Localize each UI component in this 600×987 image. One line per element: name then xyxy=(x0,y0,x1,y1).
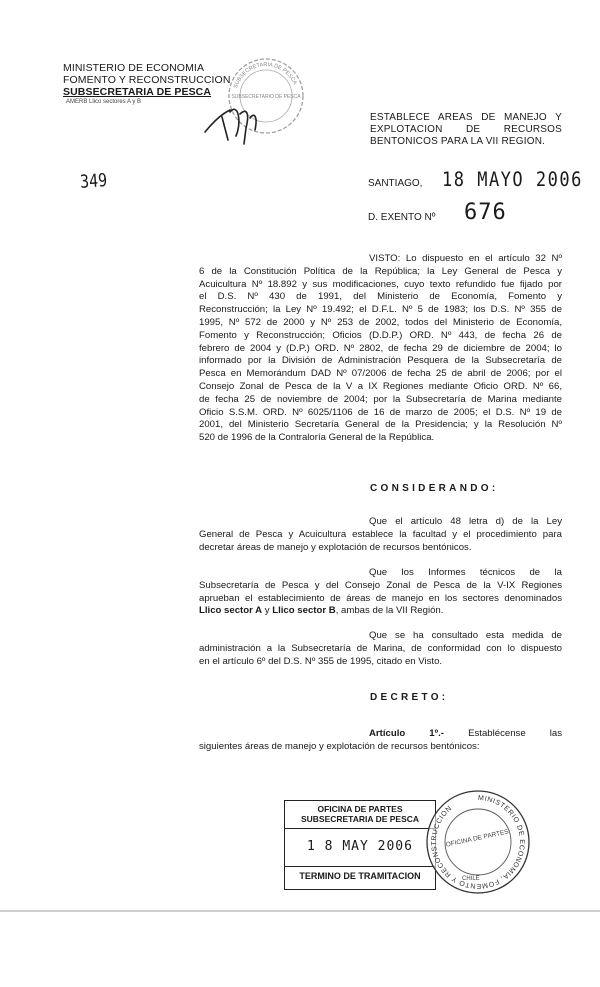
paragraph-first-line: Que los Informes técnicos de la xyxy=(369,567,562,578)
conjunction: y xyxy=(262,605,273,617)
reference-note: AMERB Llico sectores A y B xyxy=(66,99,142,105)
top-seal-ring-text: SUBSECRETARIA DE PESCA xyxy=(233,61,298,90)
paragraph-line: General de Pesca y Acuicultura establece la facultad y el procedimiento para xyxy=(199,528,562,540)
place-label: SANTIAGO, xyxy=(368,178,423,189)
sector-a-name: Llico sector A xyxy=(199,605,263,617)
seal-country-text: CHILE xyxy=(462,876,480,882)
article-last-line: siguientes áreas de manejo y explotación de recursos bentónicos: xyxy=(199,740,480,752)
ministry-name: MINISTERIO DE ECONOMIA xyxy=(63,62,205,74)
decree-number-label: D. EXENTO Nº xyxy=(368,212,436,223)
visto-line: de fecha 25 de noviembre de 2004; por la Subsecretaría de Marina mediante xyxy=(199,393,562,405)
signature-scribble xyxy=(200,92,280,148)
visto-line: el D.S. Nº 430 de 1991, del Ministerio de Economía, Fomento y xyxy=(199,291,562,303)
visto-line: Reconstrucción; la Ley Nº 19.492; el D.F.L. Nº 5 de 1983; los D.S. Nº 355 de xyxy=(199,304,562,316)
considerando-paragraph-3 xyxy=(199,630,562,668)
article-first-line xyxy=(199,728,562,741)
oficina-partes-stamp xyxy=(284,800,436,890)
article-label: Artículo 1º.- xyxy=(369,728,445,739)
paragraph-first-line: Que el artículo 48 letra d) de la Ley xyxy=(369,516,562,527)
seal-center-text: OFICINA DE PARTES xyxy=(445,828,510,849)
decreto-heading: DECRETO: xyxy=(370,692,449,703)
decree-title xyxy=(370,112,562,148)
visto-paragraph xyxy=(199,253,562,445)
sector-b-name: Llico sector B xyxy=(272,605,336,617)
stamp-termination: TERMINO DE TRAMITACION xyxy=(299,871,421,881)
visto-line: Pesca en Memorándum DAD Nº 07/2006 de fecha 25 de abril de 2006; por el xyxy=(199,368,562,380)
paragraph-last-line: en el artículo 6º del D.S. Nº 355 de 1995, citado en Visto. xyxy=(199,655,443,667)
considerando-paragraph-2 xyxy=(199,567,562,618)
ministry-seal xyxy=(424,788,532,896)
visto-line: febrero de 2004 y (D.P.) ORD. Nº 2802, de fecha 29 de diciembre de 2004; lo xyxy=(199,342,562,354)
title-line: ESTABLECE AREAS DE MANEJO Y xyxy=(370,112,562,123)
visto-line: 1995, Nº 572 de 2000 y Nº 253 de 2002, todos del Ministerio de Economía, xyxy=(199,316,562,328)
decree-number: 676 xyxy=(464,200,507,225)
considerando-heading: CONSIDERANDO: xyxy=(370,483,499,494)
title-line: EXPLOTACION DE RECURSOS xyxy=(370,124,562,135)
stamp-office: OFICINA DE PARTES xyxy=(317,804,403,814)
paragraph-last-line: decretar áreas de manejo y explotación de recursos bentónicos. xyxy=(199,541,472,553)
visto-line: Acuicultura Nº 18.892 y sus modificaciones, cuyo texto refundido fue fijado por xyxy=(199,278,562,290)
paragraph-line: aprueban el establecimiento de áreas de manejo en los sectores denominados xyxy=(199,592,562,604)
stamp-date: 1 8 MAY 2006 xyxy=(307,839,413,854)
visto-last-line: 520 de 1996 de la Contraloría General de la República. xyxy=(199,432,435,444)
stamp-subsecretaria: SUBSECRETARIA DE PESCA xyxy=(300,814,420,824)
paragraph-line: Subsecretaría de Pesca y del Consejo Zonal de Pesca de la V-IX Regiones xyxy=(199,579,562,591)
article-1 xyxy=(199,728,562,754)
article-text: Establécense las xyxy=(468,728,563,739)
paragraph-last-line xyxy=(199,605,562,618)
title-line: BENTONICOS PARA LA VII REGION. xyxy=(370,136,546,147)
paragraph-first-line: Que se ha consultado esta medida de xyxy=(369,630,562,641)
paragraph-line: administración a la Subsecretaría de Marina, de conformidad con lo dispuesto xyxy=(199,642,562,654)
visto-first-line: VISTO: Lo dispuesto en el artículo 32 Nº xyxy=(369,253,562,264)
visto-line: Fomento y Reconstrucción; Oficios (D.D.P.) ORD. Nº 443, de fecha 26 de xyxy=(199,329,562,341)
ministry-subname: FOMENTO Y RECONSTRUCCION xyxy=(63,74,231,86)
ministry-seal-graphic xyxy=(424,788,532,896)
paragraph-tail: , ambas de la VII Región. xyxy=(335,605,444,617)
visto-line: informado por la División de Administración Pesquera de la Subsecretaría de xyxy=(199,355,562,367)
visto-line: Consejo Zonal de Pesca de la V a IX Regiones mediante Oficio ORD. Nº 66, xyxy=(199,380,562,392)
seal-ring-text: MINISTERIO DE ECONOMIA, FOMENTO Y RECONSTRUCCION xyxy=(430,794,525,890)
considerando-paragraph-1 xyxy=(199,516,562,554)
top-seal-center-text: SUBSECRETARIO DE PESCA xyxy=(231,94,301,100)
handwritten-number: 349 xyxy=(79,169,108,193)
visto-line: 6 de la Constitución Política de la República; la Ley General de Pesca y xyxy=(199,265,562,277)
scan-edge xyxy=(0,910,600,912)
visto-line: 2001, del Ministerio Secretaría General de la Presidencia; y la Resolución Nº xyxy=(199,419,562,431)
visto-line: Oficio S.S.M. ORD. Nº 6025/1106 de 16 de marzo de 2005; el D.S. Nº 19 de xyxy=(199,406,562,418)
date-stamp: 18 MAYO 2006 xyxy=(442,168,583,192)
subsecretaria-name: SUBSECRETARIA DE PESCA xyxy=(63,86,212,98)
